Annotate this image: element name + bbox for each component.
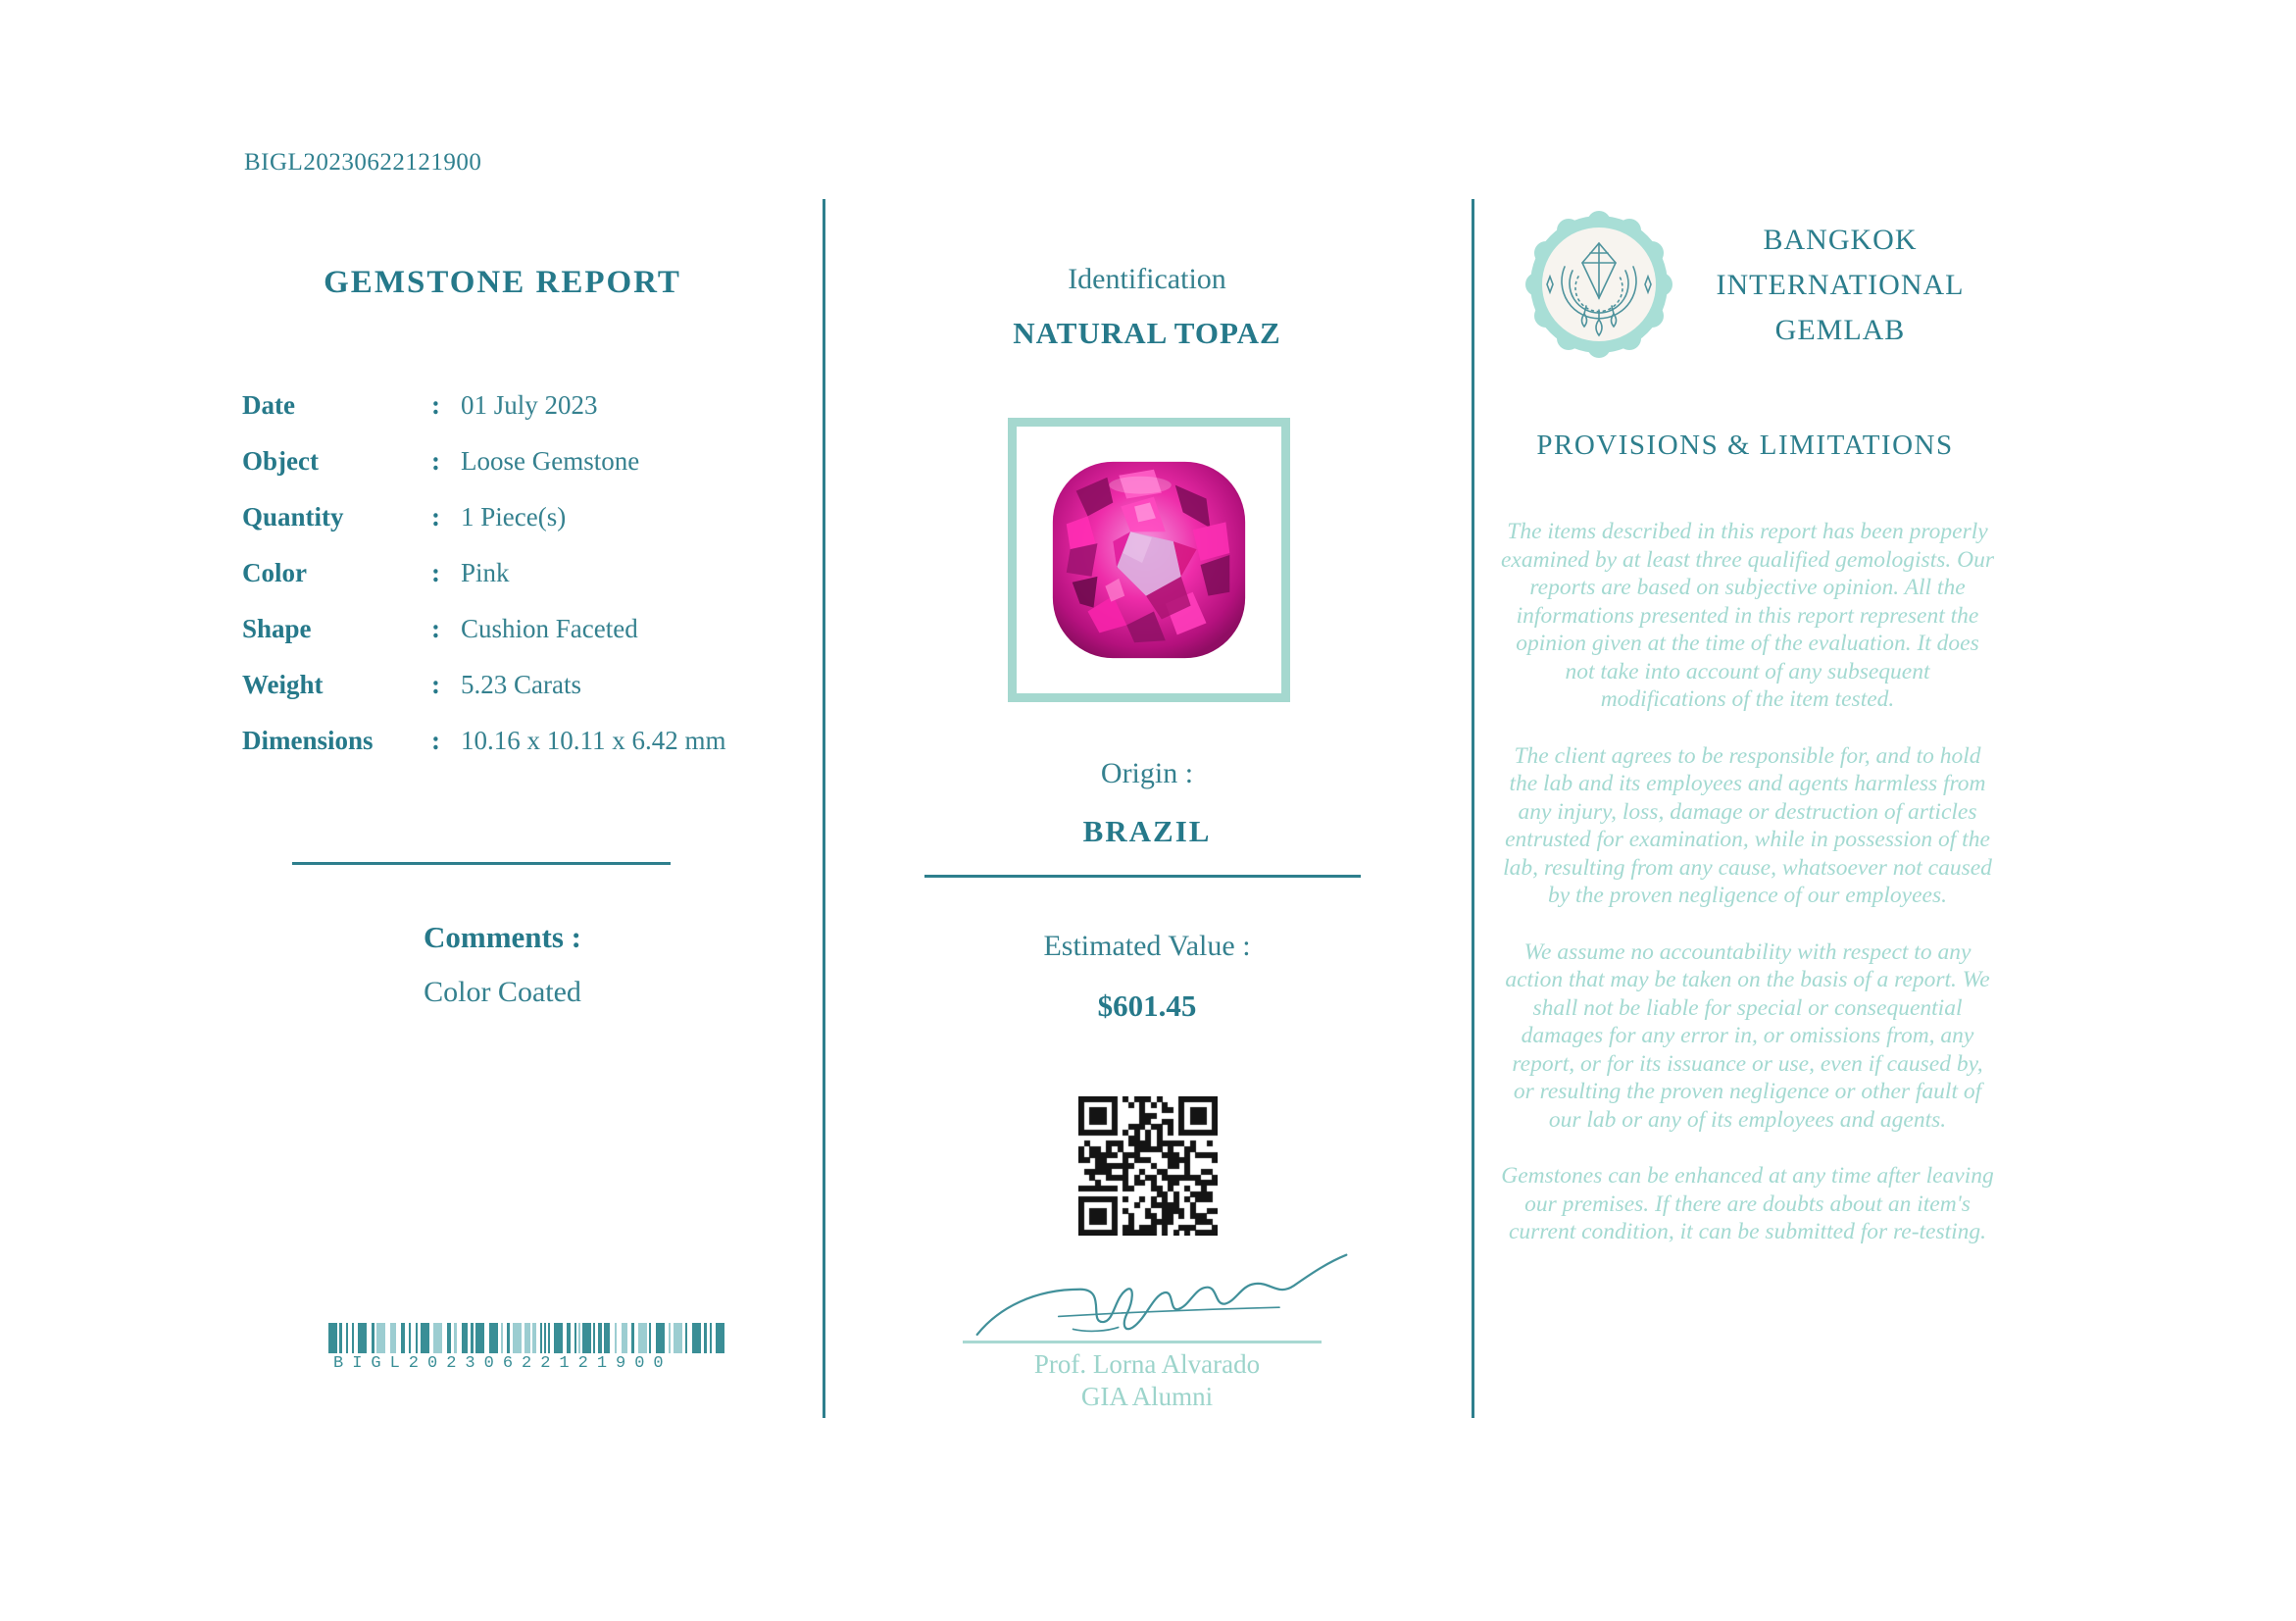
identification-heading: Identification	[1068, 263, 1226, 295]
origin-heading: Origin :	[1100, 757, 1194, 789]
field-row-shape	[242, 601, 726, 657]
field-row-dimensions	[242, 713, 726, 769]
report-fields-table	[242, 378, 726, 769]
field-colon: :	[431, 502, 440, 532]
field-value: Cushion Faceted	[461, 614, 638, 643]
field-value: 10.16 x 10.11 x 6.42 mm	[461, 726, 726, 755]
field-row-date	[242, 378, 726, 433]
field-row-quantity	[242, 489, 726, 545]
signatory-credential: GIA Alumni	[1080, 1382, 1214, 1411]
field-row-color	[242, 545, 726, 601]
barcode-bars-icon	[328, 1323, 734, 1353]
field-value: 01 July 2023	[461, 390, 598, 420]
field-label: Date	[242, 390, 295, 420]
lab-name-line: GEMLAB	[1774, 314, 1906, 346]
field-label: Color	[242, 558, 307, 587]
field-label: Weight	[242, 670, 324, 699]
qr-code-icon	[1078, 1096, 1218, 1236]
origin-value: BRAZIL	[1082, 814, 1212, 848]
gemstone-photo	[1037, 447, 1261, 673]
estimated-value-heading: Estimated Value :	[1043, 930, 1251, 962]
lab-name	[1703, 218, 1977, 353]
gem-species: NATURAL TOPAZ	[1013, 316, 1281, 350]
signatory-name: Prof. Lorna Alvarado	[1033, 1349, 1261, 1379]
identification-column	[853, 0, 1441, 1621]
column-divider-left	[823, 199, 825, 1418]
barcode	[328, 1323, 734, 1373]
middle-section-divider	[924, 875, 1361, 878]
gemstone-report-column	[230, 255, 774, 769]
field-value: Pink	[461, 558, 510, 587]
field-value: 5.23 Carats	[461, 670, 581, 699]
left-section-divider	[292, 862, 671, 865]
field-colon: :	[431, 726, 440, 755]
estimated-value-amount: $601.45	[1097, 988, 1197, 1023]
provisions-paragraph: The items described in this report has been properly examined by at least three qualified gemologists. Our reports are based on subjective opinion. All the informations presented in this report represent the opinion given at the time of the evaluation. It does not take into account of any subsequent modifications of the item tested.	[1501, 519, 1994, 712]
signature-icon	[971, 1251, 1353, 1345]
lab-logo-icon	[1525, 206, 1672, 365]
field-colon: :	[431, 614, 440, 643]
column-divider-right	[1472, 199, 1474, 1418]
field-value: 1 Piece(s)	[461, 502, 567, 532]
field-colon: :	[431, 558, 440, 587]
field-colon: :	[431, 446, 440, 476]
lab-name-line: INTERNATIONAL	[1716, 269, 1965, 301]
provisions-text	[1500, 518, 1995, 1275]
barcode-text: BIGL20230622121900	[333, 1354, 673, 1373]
report-title: GEMSTONE REPORT	[324, 265, 681, 300]
field-row-weight	[242, 657, 726, 713]
lab-name-line: BANGKOK	[1763, 224, 1918, 256]
field-label: Object	[242, 446, 319, 476]
comments-text: Color Coated	[424, 976, 581, 1008]
gemstone-photo-frame	[1008, 418, 1290, 702]
provisions-paragraph: We assume no accountability with respect to any action that may be taken on the basis of a report. We shall not be liable for special or consequential damages for any error in, or omissions from, any report, or for its issuance or use, even if caused by, or resulting the proven negligence or other fault of our lab or any of its employees and agents.	[1505, 938, 1990, 1133]
field-label: Quantity	[242, 502, 344, 532]
field-row-object	[242, 433, 726, 489]
field-value: Loose Gemstone	[461, 446, 640, 476]
comments-heading: Comments :	[424, 920, 581, 954]
field-label: Shape	[242, 614, 312, 643]
field-label: Dimensions	[242, 726, 374, 755]
report-number: BIGL20230622121900	[244, 149, 482, 176]
provisions-heading: PROVISIONS & LIMITATIONS	[1536, 430, 1954, 461]
signature-underline	[963, 1341, 1322, 1343]
field-colon: :	[431, 670, 440, 699]
provisions-paragraph: Gemstones can be enhanced at any time after leaving our premises. If there are doubts about an item's current condition, it can be submitted for re-testing.	[1501, 1163, 1994, 1244]
field-colon: :	[431, 390, 440, 420]
provisions-paragraph: The client agrees to be responsible for, and to hold the lab and its employees and agents harmless from any injury, loss, damage or destruction of articles entrusted for examination, while in possession of the lab, resulting from any cause, whatsoever not caused by the proven negligence of our employees.	[1503, 742, 1992, 908]
